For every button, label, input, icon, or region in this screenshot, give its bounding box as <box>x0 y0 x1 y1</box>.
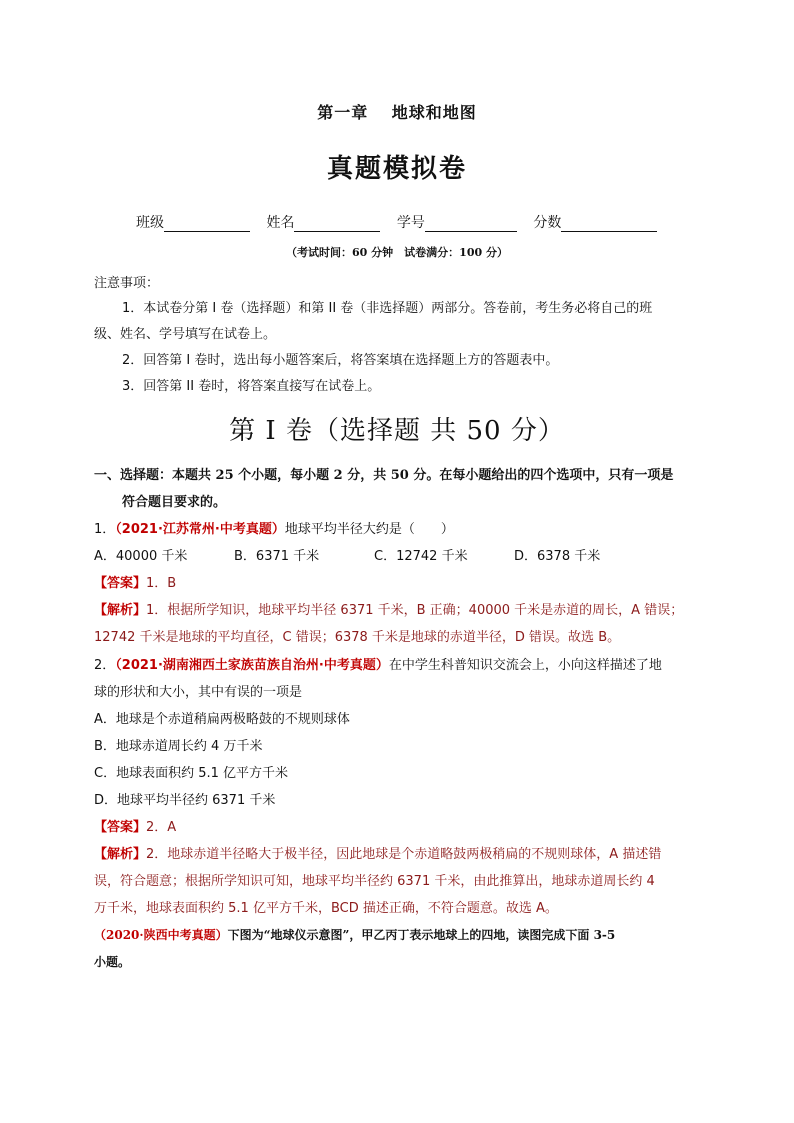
q1-stem-line <box>94 516 700 543</box>
class-blank[interactable] <box>164 217 250 232</box>
id-blank[interactable] <box>425 217 517 232</box>
score-label: 分数 <box>533 215 562 231</box>
q1-option-c[interactable]: C．12742 千米 <box>374 549 468 564</box>
q2-option-a[interactable]: A．地球是个赤道稍扁两极略鼓的不规则球体 <box>94 712 350 727</box>
q3-text: 下图为“地球仪示意图”，甲乙丙丁表示地球上的四地，读图完成下面 3-5 <box>227 928 616 942</box>
q1-options <box>94 543 700 570</box>
notice-item: 3．回答第 II 卷时，将答案直接写在试卷上。 <box>122 379 381 394</box>
q1-analysis-tag: 【解析】 <box>94 603 147 618</box>
q1-source: （2021·江苏常州·中考真题） <box>115 522 285 537</box>
q1-answer-line <box>94 570 700 597</box>
q1-option-b[interactable]: B．6371 千米 <box>234 549 320 564</box>
exam-meta: （考试时间：60 分钟 试卷满分：100 分） <box>286 246 508 259</box>
student-info-fields <box>136 212 676 232</box>
q1-option-a[interactable]: A．40000 千米 <box>94 549 188 564</box>
q1-stem: 地球平均半径大约是（ ） <box>284 522 454 537</box>
q1-analysis-line: 1．根据所学知识，地球平均半径 6371 千米，B 正确；40000 千米是赤道的周长，A 错误； <box>146 603 684 618</box>
q2-option-d[interactable]: D．地球平均半径约 6371 千米 <box>94 793 276 808</box>
part-one-line: 符合题目要求的。 <box>122 495 227 510</box>
q2-option-c[interactable]: C．地球表面积约 5.1 亿平方千米 <box>94 766 289 781</box>
q1-answer-tag: 【答案】 <box>94 576 147 591</box>
q2-number: 2． <box>94 658 116 673</box>
notice-list <box>94 296 700 400</box>
q2-answer-line <box>94 814 700 841</box>
id-label: 学号 <box>396 215 425 231</box>
q2-stem-line <box>94 652 700 679</box>
q1-analysis-line: 12742 千米是地球的平均直径，C 错误；6378 千米是地球的赤道半径，D 错误。故选 B。 <box>94 630 621 645</box>
class-label: 班级 <box>136 215 164 231</box>
q2-source: （2021·湖南湘西土家族苗族自治州·中考真题） <box>115 658 389 673</box>
section-title: 第 I 卷（选择题 共 50 分） <box>229 416 565 446</box>
notice-item: 2．回答第 I 卷时，选出每小题答案后，将答案填在选择题上方的答题表中。 <box>122 353 559 368</box>
name-label: 姓名 <box>266 215 295 231</box>
q3-source: （2020·陕西中考真题） <box>94 928 228 942</box>
name-blank[interactable] <box>294 217 380 232</box>
q2-answer: 2．A <box>146 820 177 835</box>
page-title: 真题模拟卷 <box>326 154 467 184</box>
q1-answer: 1．B <box>146 576 177 591</box>
q2-analysis-line: 误，符合题意；根据所学知识可知，地球平均半径约 6371 千米，由此推算出，地球赤道周长约 4 <box>94 874 655 889</box>
q2-answer-tag: 【答案】 <box>94 820 147 835</box>
q3-text-cont: 小题。 <box>94 955 131 969</box>
q2-option-b[interactable]: B．地球赤道周长约 4 万千米 <box>94 739 263 754</box>
notice-item: 1．本试卷分第 I 卷（选择题）和第 II 卷（非选择题）两部分。答卷前，考生务必将自己的班 <box>122 301 653 316</box>
question-1 <box>94 516 700 651</box>
q2-stem-cont: 球的形状和大小，其中有误的一项是 <box>94 685 303 700</box>
question-3-intro <box>94 922 700 976</box>
q2-analysis-tag: 【解析】 <box>94 847 147 862</box>
q1-option-d[interactable]: D．6378 千米 <box>514 549 601 564</box>
notice-item: 级、姓名、学号填写在试卷上。 <box>94 327 277 342</box>
score-blank[interactable] <box>561 217 657 232</box>
q2-stem: 在中学生科普知识交流会上，小向这样描述了地 <box>388 658 662 673</box>
q2-analysis-line: 2．地球赤道半径略大于极半径，因此地球是个赤道略鼓两极稍扁的不规则球体，A 描述错 <box>146 847 662 862</box>
notice-heading: 注意事项： <box>94 276 160 291</box>
chapter-heading: 第一章 地球和地图 <box>317 103 477 122</box>
question-2 <box>94 652 700 922</box>
q1-number: 1． <box>94 522 116 537</box>
part-one-instructions <box>94 462 700 516</box>
q2-analysis <box>94 841 700 922</box>
part-one-line: 一、选择题：本题共 25 个小题，每小题 2 分，共 50 分。在每小题给出的四个选项中，只有一项是 <box>94 468 674 483</box>
q2-analysis-line: 万千米，地球表面积约 5.1 亿平方千米，BCD 描述正确，不符合题意。故选 A。 <box>94 901 558 916</box>
q1-analysis <box>94 597 700 651</box>
